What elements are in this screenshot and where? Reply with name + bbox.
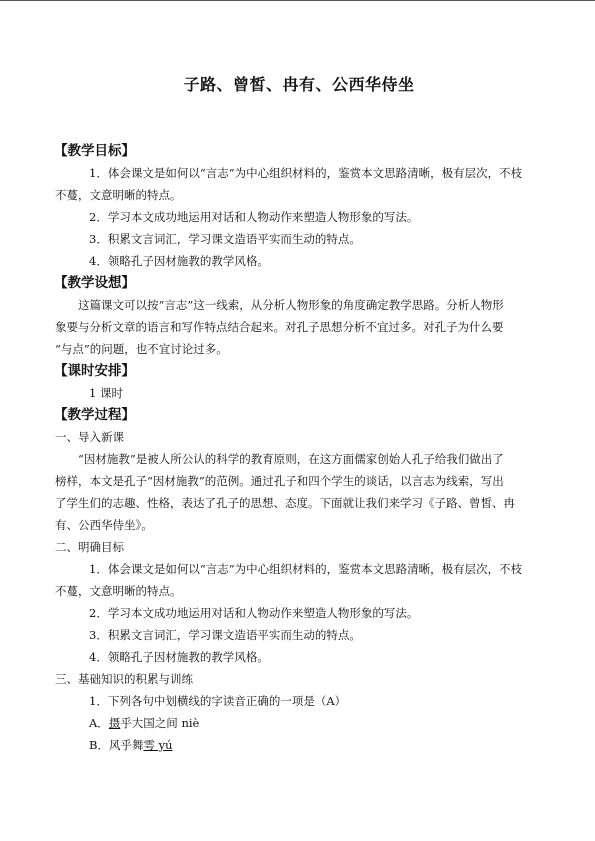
target-2: 2．学习本文成功地运用对话和人物动作来塑造人物形象的写法。 <box>89 606 419 620</box>
intro-line-4: 有、公西华侍坐》。 <box>55 518 153 532</box>
goal-1-line-2: 不蔓，文意明晰的特点。 <box>55 188 182 202</box>
target-1-line-1: 1．体会课文是如何以“言志”为中心组织材料的，鉴赏本文思路清晰，极有层次，不枝 <box>89 562 523 576</box>
section-heading-design: 【教学设想】 <box>54 275 135 291</box>
page-title: 子路、曾皙、冉有、公西华侍坐 <box>183 75 415 94</box>
subsection-intro: 一、导入新课 <box>55 430 124 444</box>
goal-2: 2．学习本文成功地运用对话和人物动作来塑造人物形象的写法。 <box>89 210 419 224</box>
target-1-line-2: 不蔓，文意明晰的特点。 <box>55 584 182 598</box>
intro-line-2: 榜样，本文是孔子“因材施教”的范例。通过孔子和四个学生的谈话，以言志为线索，写出 <box>55 474 504 488</box>
goal-4: 4．领略孔子因材施教的教学风格。 <box>89 254 269 268</box>
option-b-rest: yú <box>154 738 173 752</box>
option-a-underlined-char: 摄 <box>108 716 121 730</box>
option-b-underlined-char: 雩 <box>143 738 155 752</box>
design-line-1: 这篇课文可以按“言志”这一线索，从分析人物形象的角度确定教学思路。分析人物形 <box>78 298 504 312</box>
top-rule <box>0 0 595 1</box>
option-a <box>55 712 543 734</box>
option-b-label: B．风乎舞 <box>89 738 144 752</box>
document-body <box>55 140 543 756</box>
subsection-basics: 三、基础知识的积累与训练 <box>55 672 193 686</box>
section-heading-schedule: 【课时安排】 <box>54 363 135 379</box>
goal-3: 3．积累文言词汇，学习课文造语平实而生动的特点。 <box>89 232 361 246</box>
option-b <box>55 734 543 756</box>
goal-1-line-1: 1．体会课文是如何以“言志”为中心组织材料的，鉴赏本文思路清晰，极有层次，不枝 <box>89 166 523 180</box>
design-line-3: “与点”的问题，也不宜讨论过多。 <box>55 342 228 356</box>
target-4: 4．领略孔子因材施教的教学风格。 <box>89 650 269 664</box>
option-a-rest: 乎大国之间 niè <box>120 716 200 730</box>
intro-line-3: 了学生们的志趣、性格，表达了孔子的思想、态度。下面就让我们来学习《子路、曾皙、冉 <box>55 496 515 510</box>
option-a-label: A． <box>89 716 109 730</box>
design-line-2: 象要与分析文章的语言和写作特点结合起来。对孔子思想分析不宜过多。对孔子为什么要 <box>55 320 504 334</box>
section-heading-process: 【教学过程】 <box>54 407 135 423</box>
schedule-text: 1 课时 <box>89 386 123 400</box>
question-1: 1．下列各句中划横线的字读音正确的一项是（A） <box>89 694 347 708</box>
subsection-goals: 二、明确目标 <box>55 540 124 554</box>
section-heading-goals: 【教学目标】 <box>54 143 135 159</box>
target-3: 3．积累文言词汇，学习课文造语平实而生动的特点。 <box>89 628 361 642</box>
intro-line-1: “因材施教”是被人所公认的科学的教育原则，在这方面儒家创始人孔子给我们做出了 <box>78 452 504 466</box>
